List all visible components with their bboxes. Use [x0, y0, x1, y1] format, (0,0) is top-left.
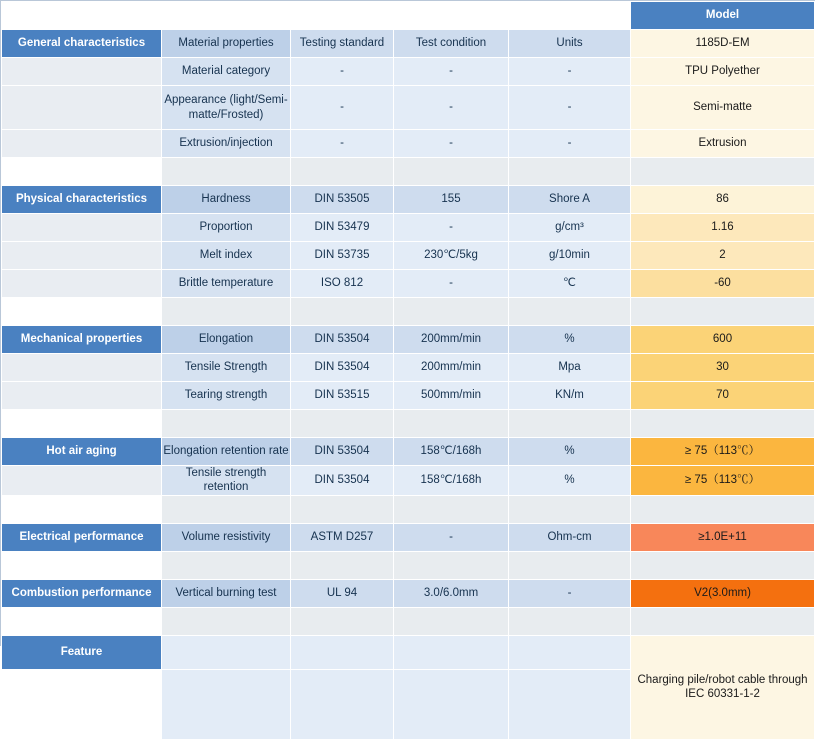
model-tensile-strength: 30: [631, 354, 815, 382]
gap-band: [509, 607, 631, 635]
table-row: [2, 242, 815, 270]
table-row: [2, 466, 815, 496]
condition-brittle-temperature: -: [394, 270, 509, 298]
property-vertical-burning-test: Vertical burning test: [162, 579, 291, 607]
gap-band: [631, 495, 815, 523]
standard-elongation-retention-rate: DIN 53504: [291, 438, 394, 466]
units-appearance: -: [509, 86, 631, 130]
section-gap: [2, 551, 815, 579]
bottom-cell-4: [509, 669, 631, 739]
model-elongation: 600: [631, 326, 815, 354]
standard-volume-resistivity: ASTM D257: [291, 523, 394, 551]
gap-blank: [2, 551, 162, 579]
feature-blank-2: [291, 635, 394, 669]
bottom-cell-3: [394, 669, 509, 739]
gap-blank: [2, 298, 162, 326]
bottom-cell-1: [162, 669, 291, 739]
model-vertical-burning-test: V2(3.0mm): [631, 579, 815, 607]
gap-band: [162, 551, 291, 579]
condition-elongation: 200mm/min: [394, 326, 509, 354]
section-category-spacer: [2, 214, 162, 242]
model-volume-resistivity: ≥1.0E+11: [631, 523, 815, 551]
table-row: [2, 438, 815, 466]
section-category-spacer: [2, 58, 162, 86]
section-category-mechanical: Mechanical properties: [2, 326, 162, 354]
gap-band: [394, 607, 509, 635]
bottom-blank-0: [2, 669, 162, 739]
column-header-testing-standard: Testing standard: [291, 30, 394, 58]
condition-tearing-strength: 500mm/min: [394, 382, 509, 410]
feature-blank-4: [509, 635, 631, 669]
gap-band: [631, 607, 815, 635]
table-row: [2, 30, 815, 58]
units-extrusion-injection: -: [509, 130, 631, 158]
model-melt-index: 2: [631, 242, 815, 270]
standard-elongation: DIN 53504: [291, 326, 394, 354]
header-blank-2: [291, 2, 394, 30]
condition-proportion: -: [394, 214, 509, 242]
gap-band: [291, 495, 394, 523]
bottom-cell-2: [291, 669, 394, 739]
gap-blank: [2, 410, 162, 438]
section-gap: [2, 298, 815, 326]
model-header-cell: Model: [631, 2, 815, 30]
property-melt-index: Melt index: [162, 242, 291, 270]
condition-elongation-retention-rate: 158℃/168h: [394, 438, 509, 466]
model-proportion: 1.16: [631, 214, 815, 242]
gap-band: [631, 298, 815, 326]
condition-volume-resistivity: -: [394, 523, 509, 551]
units-tearing-strength: KN/m: [509, 382, 631, 410]
units-brittle-temperature: ℃: [509, 270, 631, 298]
gap-band: [394, 298, 509, 326]
gap-band: [509, 298, 631, 326]
property-hardness: Hardness: [162, 186, 291, 214]
gap-blank: [2, 495, 162, 523]
standard-tearing-strength: DIN 53515: [291, 382, 394, 410]
table-row: [2, 354, 815, 382]
section-category-electrical: Electrical performance: [2, 523, 162, 551]
model-material-category: TPU Polyether: [631, 58, 815, 86]
table-row: [2, 186, 815, 214]
gap-band: [291, 607, 394, 635]
section-gap: [2, 410, 815, 438]
gap-blank: [2, 607, 162, 635]
property-material-category: Material category: [162, 58, 291, 86]
condition-tensile-strength-retention: 158℃/168h: [394, 466, 509, 496]
section-category-spacer: [2, 130, 162, 158]
table-row: [2, 86, 815, 130]
column-header-units: Units: [509, 30, 631, 58]
condition-extrusion-injection: -: [394, 130, 509, 158]
table-row: [2, 270, 815, 298]
units-proportion: g/cm³: [509, 214, 631, 242]
gap-band: [509, 551, 631, 579]
gap-band: [162, 607, 291, 635]
condition-vertical-burning-test: 3.0/6.0mm: [394, 579, 509, 607]
property-extrusion-injection: Extrusion/injection: [162, 130, 291, 158]
gap-band: [291, 298, 394, 326]
gap-band: [631, 158, 815, 186]
section-gap: [2, 607, 815, 635]
gap-band: [394, 158, 509, 186]
section-category-combustion: Combustion performance: [2, 579, 162, 607]
property-tearing-strength: Tearing strength: [162, 382, 291, 410]
condition-tensile-strength: 200mm/min: [394, 354, 509, 382]
units-hardness: Shore A: [509, 186, 631, 214]
section-category-spacer: [2, 242, 162, 270]
standard-material-category: -: [291, 58, 394, 86]
header-blank-4: [509, 2, 631, 30]
property-appearance: Appearance (light/Semi-matte/Frosted): [162, 86, 291, 130]
standard-vertical-burning-test: UL 94: [291, 579, 394, 607]
model-tearing-strength: 70: [631, 382, 815, 410]
column-header-material-properties: Material properties: [162, 30, 291, 58]
section-category-spacer: [2, 382, 162, 410]
standard-appearance: -: [291, 86, 394, 130]
units-tensile-strength: Mpa: [509, 354, 631, 382]
model-tensile-strength-retention: ≥ 75（113℃）: [631, 466, 815, 496]
model-brittle-temperature: -60: [631, 270, 815, 298]
standard-tensile-strength: DIN 53504: [291, 354, 394, 382]
units-melt-index: g/10min: [509, 242, 631, 270]
property-tensile-strength-retention: Tensile strength retention: [162, 466, 291, 496]
section-gap: [2, 495, 815, 523]
header-blank-3: [394, 2, 509, 30]
section-category-spacer: [2, 270, 162, 298]
property-volume-resistivity: Volume resistivity: [162, 523, 291, 551]
property-brittle-temperature: Brittle temperature: [162, 270, 291, 298]
gap-band: [509, 158, 631, 186]
model-feature-note: Charging pile/robot cable through IEC 60331-1-2: [631, 635, 815, 739]
gap-band: [631, 410, 815, 438]
condition-material-category: -: [394, 58, 509, 86]
table-row: [2, 130, 815, 158]
table-row: [2, 326, 815, 354]
table-row: [2, 523, 815, 551]
table-header-row: [2, 2, 815, 30]
units-vertical-burning-test: -: [509, 579, 631, 607]
table-row: [2, 579, 815, 607]
gap-band: [162, 495, 291, 523]
model-hardness: 86: [631, 186, 815, 214]
gap-band: [291, 410, 394, 438]
standard-melt-index: DIN 53735: [291, 242, 394, 270]
standard-hardness: DIN 53505: [291, 186, 394, 214]
gap-band: [394, 495, 509, 523]
units-volume-resistivity: Ohm-cm: [509, 523, 631, 551]
standard-extrusion-injection: -: [291, 130, 394, 158]
section-category-spacer: [2, 86, 162, 130]
feature-blank-3: [394, 635, 509, 669]
property-elongation: Elongation: [162, 326, 291, 354]
standard-brittle-temperature: ISO 812: [291, 270, 394, 298]
header-blank-0: [2, 2, 162, 30]
gap-band: [509, 495, 631, 523]
section-category-feature: Feature: [2, 635, 162, 669]
table-row: [2, 635, 815, 669]
units-tensile-strength-retention: %: [509, 466, 631, 496]
table-row: [2, 214, 815, 242]
gap-blank: [2, 158, 162, 186]
table-row: [2, 58, 815, 86]
model-name-cell: 1185D-EM: [631, 30, 815, 58]
specification-table: [1, 1, 815, 740]
header-blank-1: [162, 2, 291, 30]
model-elongation-retention-rate: ≥ 75（113℃）: [631, 438, 815, 466]
gap-band: [291, 158, 394, 186]
units-material-category: -: [509, 58, 631, 86]
model-appearance: Semi-matte: [631, 86, 815, 130]
gap-band: [291, 551, 394, 579]
gap-band: [631, 551, 815, 579]
section-category-physical: Physical characteristics: [2, 186, 162, 214]
section-gap: [2, 158, 815, 186]
table-row: [2, 382, 815, 410]
feature-blank-1: [162, 635, 291, 669]
condition-appearance: -: [394, 86, 509, 130]
gap-band: [394, 551, 509, 579]
gap-band: [394, 410, 509, 438]
gap-band: [162, 410, 291, 438]
units-elongation: %: [509, 326, 631, 354]
section-category-general: General characteristics: [2, 30, 162, 58]
model-extrusion-injection: Extrusion: [631, 130, 815, 158]
gap-band: [162, 298, 291, 326]
condition-melt-index: 230℃/5kg: [394, 242, 509, 270]
section-category-spacer: [2, 354, 162, 382]
condition-hardness: 155: [394, 186, 509, 214]
column-header-test-condition: Test condition: [394, 30, 509, 58]
units-elongation-retention-rate: %: [509, 438, 631, 466]
section-category-spacer: [2, 466, 162, 496]
property-elongation-retention-rate: Elongation retention rate: [162, 438, 291, 466]
standard-proportion: DIN 53479: [291, 214, 394, 242]
section-category-hot-air-aging: Hot air aging: [2, 438, 162, 466]
property-proportion: Proportion: [162, 214, 291, 242]
gap-band: [162, 158, 291, 186]
standard-tensile-strength-retention: DIN 53504: [291, 466, 394, 496]
property-tensile-strength: Tensile Strength: [162, 354, 291, 382]
gap-band: [509, 410, 631, 438]
